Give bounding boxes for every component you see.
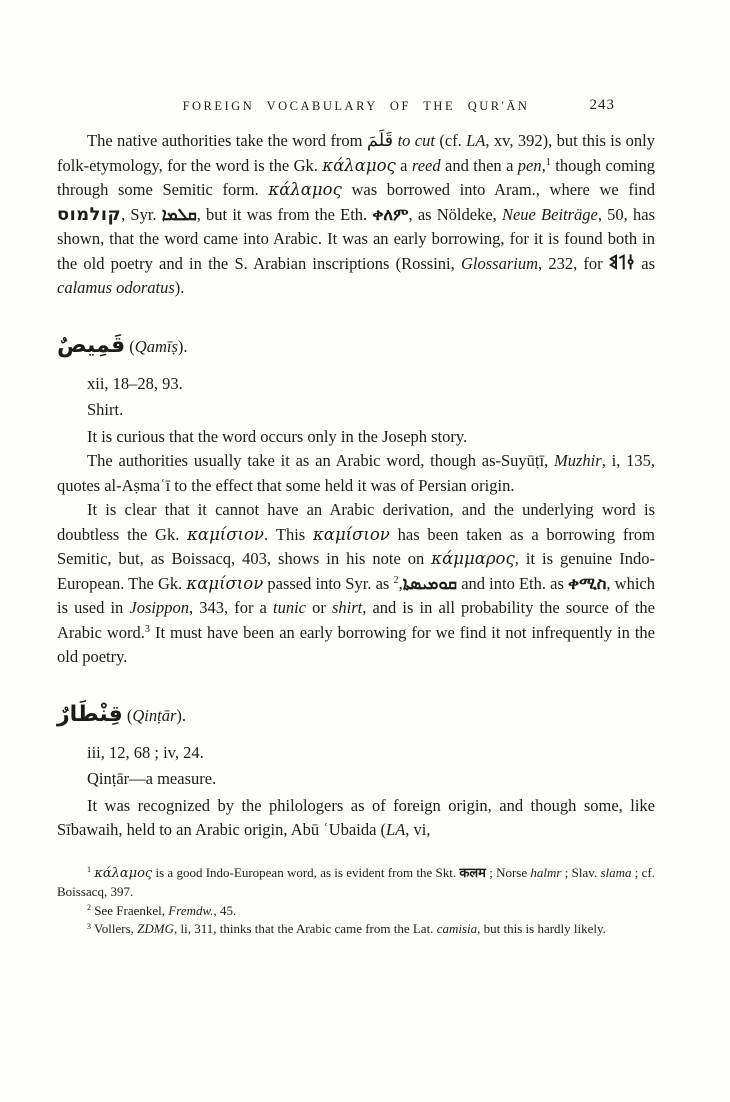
text-segment: Vollers, — [91, 921, 138, 936]
text-segment: The native authorities take the word from — [87, 131, 367, 150]
text-segment: Qamīṣ — [134, 336, 178, 356]
text-segment: κάμμαρος — [431, 549, 515, 568]
text-segment: Neue Beiträge — [501, 204, 598, 224]
text-segment: calamus odoratus — [57, 278, 175, 297]
text-segment: قِنْطَارٌ — [57, 701, 123, 727]
paragraph-kamision-derivation — [57, 498, 655, 670]
text-segment: קולמוס — [57, 203, 122, 225]
text-segment: and then a — [440, 155, 518, 175]
text-segment: shirt — [331, 598, 363, 617]
text-segment: a — [395, 155, 412, 175]
entry-heading-qamis — [57, 328, 655, 365]
text-segment: as — [635, 253, 655, 273]
text-segment: , which is used in — [57, 573, 655, 617]
footnotes-section — [57, 864, 655, 939]
footnote-3 — [57, 920, 655, 939]
text-segment: καμίσιον — [186, 573, 264, 593]
text-segment: passed into Syr. as — [263, 573, 394, 593]
text-segment: , — [541, 155, 546, 175]
text-segment: , — [398, 573, 403, 593]
text-segment: καμίσιον — [312, 524, 390, 544]
text-segment: ܩܠܡܐ — [161, 204, 197, 224]
text-segment: ). — [176, 705, 187, 725]
footnote-2 — [57, 902, 655, 921]
text-segment: ܩܘܡܝܣܬܐ — [402, 573, 458, 593]
text-segment: reed — [411, 155, 441, 175]
running-header-title: FOREIGN VOCABULARY OF THE QUR'ĀN — [182, 99, 530, 113]
text-segment: (cf. — [434, 131, 467, 150]
text-segment: xii, 18–28, 93. — [87, 373, 183, 393]
text-segment: , 50, has shown, that the word came into Arabic. It was an early borrowing, for it is found both in the old poetry and in the S. Arabian inscriptions (Rossini, — [57, 204, 655, 273]
text-segment: Glossarium — [460, 253, 538, 273]
text-segment: See Fraenkel, — [91, 902, 169, 918]
text-segment: LA — [386, 820, 406, 839]
page-number: 243 — [589, 97, 615, 113]
text-segment: The authorities usually take it as an Arabic word, though as-Suyūṭī, — [87, 451, 555, 470]
text-segment: καμίσιον — [187, 524, 264, 544]
text-segment: Shirt. — [87, 400, 124, 419]
text-segment: It is clear that it cannot have an Arabic derivation, and the underlying word is doubtless the Gk. — [57, 500, 655, 544]
quran-references-qintar — [57, 741, 655, 766]
text-segment: , but it was from the Eth. — [196, 204, 373, 224]
text-segment: pen — [517, 155, 542, 175]
text-segment: , Syr. — [121, 204, 162, 224]
text-segment: camisia — [436, 921, 478, 936]
text-segment: , li, 311, thinks that the Arabic came from the Lat. — [173, 921, 437, 936]
text-segment: 2 — [87, 903, 92, 913]
running-header — [57, 98, 655, 116]
text-segment: Josippon — [129, 598, 189, 617]
text-segment: ( — [125, 336, 135, 356]
text-segment: , 45. — [213, 902, 237, 918]
text-segment: , i, 135, quotes al-Aṣmaʿī to the effect that some held it was of Persian origin. — [57, 451, 655, 495]
quran-references-qamis — [57, 372, 655, 397]
text-segment: ). — [177, 336, 188, 356]
text-segment: 1 — [545, 156, 551, 168]
text-segment: , 343, for a — [189, 598, 273, 617]
text-segment: , and is in all probability the source of the Arabic word. — [57, 598, 655, 642]
text-segment: , vi, — [405, 820, 431, 839]
text-segment: 1 — [87, 865, 92, 875]
text-segment: halmr — [530, 864, 562, 880]
paragraph-authorities — [57, 449, 655, 498]
text-segment: is a good Indo-European word, as is evident from the Skt. — [152, 864, 460, 880]
text-segment: , as Nöldeke, — [408, 204, 502, 224]
paragraph-qalam-etymology — [57, 129, 655, 301]
text-segment: . This — [263, 524, 313, 544]
entry-heading-qintar — [57, 697, 655, 734]
text-segment: though coming through some Semitic form. — [57, 155, 655, 199]
paragraph-joseph-story — [57, 425, 655, 450]
text-segment: , it is genuine Indo-European. The Gk. — [57, 549, 655, 593]
text-segment: Qinṭār — [132, 705, 177, 725]
text-segment: , 232, for — [538, 253, 609, 273]
text-segment: and into Eth. as — [457, 573, 569, 593]
text-segment: قَلَمَ — [366, 130, 394, 151]
text-segment: has been taken as a borrowing from Semitic, but, as Boissacq, 403, shows in his note on — [57, 524, 655, 568]
paragraph-philologers — [57, 794, 655, 843]
text-segment: κάλαμος — [322, 155, 396, 175]
text-segment: , xv, 392), but this is only folk-etymology, for the word is the Gk. — [57, 131, 656, 175]
text-segment: was borrowed into Aram., where we find — [341, 180, 655, 199]
text-segment: Qinṭār—a measure. — [87, 769, 217, 788]
text-segment: कलम — [459, 865, 486, 881]
text-segment: ቀለም — [372, 204, 409, 224]
text-segment: LA — [466, 131, 486, 150]
page-body — [57, 129, 655, 843]
text-segment: slama — [600, 864, 632, 880]
text-segment: ; Slav. — [561, 864, 601, 880]
text-segment: It is curious that the word occurs only in the Joseph story. — [87, 426, 468, 446]
gloss-qintar — [57, 767, 655, 792]
text-segment: , but this is hardly likely. — [477, 921, 606, 936]
text-segment: or — [306, 598, 332, 617]
text-segment: ; cf. Boissacq, 397. — [57, 864, 656, 899]
text-segment: It was recognized by the philologers as of foreign origin, and though some, like Sībawaih, held to an Arabic origin, Abū ʿUbaida ( — [57, 795, 655, 839]
text-segment: ZDMG — [137, 921, 174, 936]
footnote-1 — [57, 864, 655, 902]
text-segment: Fremdw. — [168, 902, 214, 918]
text-segment: tunic — [273, 598, 306, 617]
text-segment: κάλαμος — [268, 180, 342, 199]
gloss-qamis — [57, 398, 655, 423]
text-segment: قَمِيصٌ — [57, 332, 126, 358]
text-segment: 3 — [87, 921, 92, 931]
text-segment: 𐩤𐩡𐩣 — [608, 253, 636, 273]
text-segment: to cut — [397, 131, 435, 150]
text-segment: ; Norse — [485, 864, 531, 880]
text-segment: iii, 12, 68 ; iv, 24. — [87, 742, 204, 762]
text-segment: κάλαμος — [94, 865, 153, 881]
text-segment: 3 — [144, 623, 150, 635]
text-segment: It must have been an early borrowing for we find it not infrequently in the old poetry. — [57, 622, 655, 666]
text-segment: 2 — [393, 574, 399, 586]
text-segment: ). — [174, 278, 185, 297]
text-segment: Muzhir — [554, 451, 602, 470]
text-segment: ቀሚስ — [568, 573, 607, 593]
text-segment: ( — [122, 705, 133, 725]
